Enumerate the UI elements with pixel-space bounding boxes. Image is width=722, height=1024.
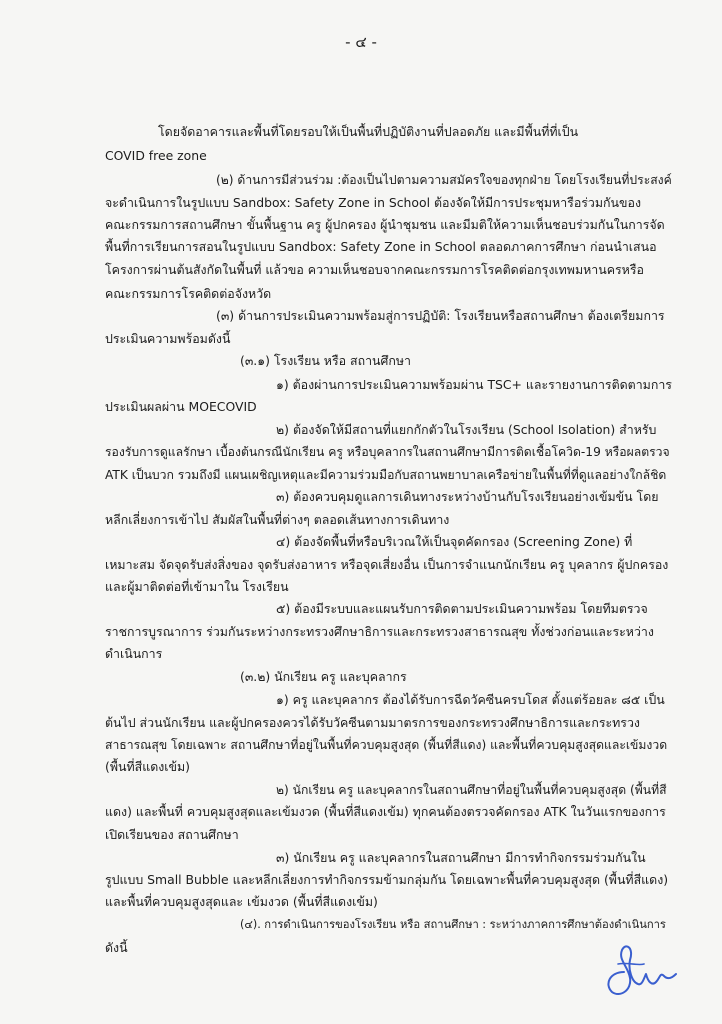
paragraph-line: คณะกรรมการสถานศึกษา ขั้นพื้นฐาน ครู ผู้ปกครอง ผู้นำชุมชน และมีมติให้ความเห็นชอบร่วมกันในการจัด [105,217,665,232]
paragraph-line: ดังนี้ [105,940,128,955]
paragraph-line: ดำเนินการ [105,646,163,661]
paragraph-line: โครงการผ่านต้นสังกัดในพื้นที่ แล้วขอ ความเห็นชอบจากคณะกรรมการโรคติดต่อกรุงเทพมหานครหรือ [105,262,644,277]
paragraph-line: ประเมินความพร้อมดังนี้ [105,331,231,346]
paragraph-line: จะดำเนินการในรูปแบบ Sandbox: Safety Zone in School ต้องจัดให้มีการประชุมหารือร่วมกันของ [105,195,641,210]
paragraph-line: เหมาะสม จัดจุดรับส่งสิ่งของ จุดรับส่งอาหาร หรือจุดเสี่ยงอื่น เป็นการจำแนกนักเรียน ครู บุคลากร ผู้ปกครอง [105,557,669,572]
paragraph-line: และผู้มาติดต่อที่เข้ามาใน โรงเรียน [105,579,289,594]
paragraph-line: รองรับการดูแลรักษา เบื้องต้นกรณีนักเรียน ครู หรือบุคลากรในสถานศึกษามีการติดเชื้อโควิด-19 หรือผลตรวจ [105,445,670,459]
paragraph-line: ต้นไป ส่วนนักเรียน และผู้ปกครองควรได้รับวัคซีนตามมาตรการของกระทรวงศึกษาธิการและกระทรวง [105,715,640,730]
paragraph-line: ๑) ครู และบุคลากร ต้องได้รับการฉีดวัคซีนครบโดส ตั้งแต่ร้อยละ ๘๕ เป็น [276,692,665,707]
paragraph-line: ประเมินผลผ่าน MOECOVID [105,399,257,414]
paragraph-line: ราชการบูรณาการ ร่วมกันระหว่างกระทรวงศึกษาธิการและกระทรวงสาธารณสุข ทั้งช่วงก่อนและระหว่าง [105,624,654,639]
paragraph-line: ๕) ต้องมีระบบและแผนรับการติดตามประเมินความพร้อม โดยทีมตรวจ [276,601,648,616]
paragraph-line: ๒) ต้องจัดให้มีสถานที่แยกกักตัวในโรงเรียน (School Isolation) สำหรับ [276,422,657,437]
paragraph-line: COVID free zone [105,148,207,163]
paragraph-line: โดยจัดอาคารและพื้นที่โดยรอบให้เป็นพื้นที่ปฏิบัติงานที่ปลอดภัย และมีพื้นที่ที่เป็น [158,124,579,139]
paragraph-line: คณะกรรมการโรคติดต่อจังหวัด [105,286,272,301]
paragraph-line: (๔). การดำเนินการของโรงเรียน หรือ สถานศึกษา : ระหว่างภาคการศึกษาต้องดำเนินการ [240,918,666,931]
page-number: - ๔ - [345,33,377,51]
subsection-heading: (๓.๒) นักเรียน ครู และบุคลากร [240,669,407,684]
paragraph-line: (๓) ด้านการประเมินความพร้อมสู่การปฏิบัติ: โรงเรียนหรือสถานศึกษา ต้องเตรียมการ [216,308,665,323]
subsection-heading: (๓.๑) โรงเรียน หรือ สถานศึกษา [240,353,411,368]
handwritten-signature [598,942,680,998]
paragraph-line: หลีกเลี่ยงการเข้าไป สัมผัสในพื้นที่ต่างๆ ตลอดเส้นทางการเดินทาง [105,512,450,527]
paragraph-line: ๔) ต้องจัดพื้นที่หรือบริเวณให้เป็นจุดคัดกรอง (Screening Zone) ที่ [276,534,633,549]
paragraph-line: เปิดเรียนของ สถานศึกษา [105,827,239,842]
paragraph-line: และพื้นที่ควบคุมสูงสุดและ เข้มงวด (พื้นที่สีแดงเข้ม) [105,894,378,909]
paragraph-line: (พื้นที่สีแดงเข้ม) [105,759,190,774]
paragraph-line: ๒) นักเรียน ครู และบุคลากรในสถานศึกษาที่อยู่ในพื้นที่ควบคุมสูงสุด (พื้นที่สี [276,783,667,797]
paragraph-line: พื้นที่การเรียนการสอนในรูปแบบ Sandbox: Safety Zone in School ตลอดภาคการศึกษา ก่อนนำเสนอ [105,239,657,254]
paragraph-line: ๓) นักเรียน ครู และบุคลากรในสถานศึกษา มีการทำกิจกรรมร่วมกันใน [276,850,646,865]
paragraph-line: แดง) และพื้นที่ ควบคุมสูงสุดและเข้มงวด (พื้นที่สีแดงเข้ม) ทุกคนต้องตรวจคัดกรอง ATK ในวันแรกของการ [105,804,666,819]
paragraph-line: ๓) ต้องควบคุมดูแลการเดินทางระหว่างบ้านกับโรงเรียนอย่างเข้มข้น โดย [276,489,659,504]
paragraph-line: รูปแบบ Small Bubble และหลีกเลี่ยงการทำกิจกรรมข้ามกลุ่มกัน โดยเฉพาะพื้นที่ควบคุมสูงสุด (พื้นที่สีแดง) [105,872,669,887]
paragraph-line: (๒) ด้านการมีส่วนร่วม :ต้องเป็นไปตามความสมัครใจของทุกฝ่าย โดยโรงเรียนที่ประสงค์ [216,173,672,187]
paragraph-line: ๑) ต้องผ่านการประเมินความพร้อมผ่าน TSC+ และรายงานการติดตามการ [276,377,672,392]
paragraph-line: ATK เป็นบวก รวมถึงมี แผนเผชิญเหตุและมีความร่วมมือกับสถานพยาบาลเครือข่ายในพื้นที่ที่ดูแลอย่างใกล้ชิด [105,468,667,482]
paragraph-line: สาธารณสุข โดยเฉพาะ สถานศึกษาที่อยู่ในพื้นที่ควบคุมสูงสุด (พื้นที่สีแดง) และพื้นที่ควบคุมสูงสุดและเข้มงวด [105,738,668,752]
